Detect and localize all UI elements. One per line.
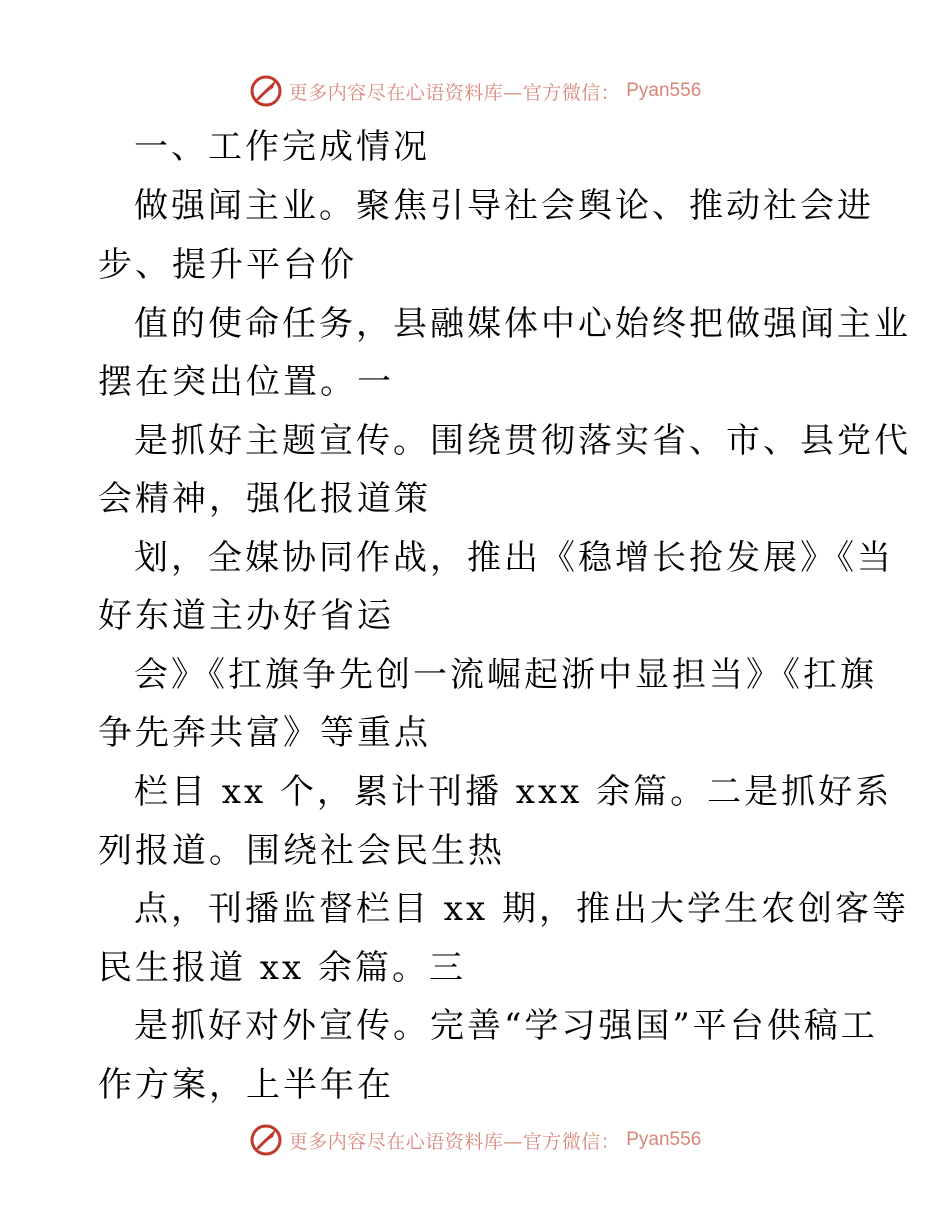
paragraph-line: 会精神，强化报道策 [98,479,431,519]
footer-watermark [0,1120,950,1160]
paragraph-line: 是抓好对外宣传。完善“学习强国”平台供稿工 [134,1006,878,1046]
paragraph-line: 做强闻主业。聚焦引导社会舆论、推动社会进 [134,186,874,226]
watermark-wechat-id: Pyan556 [626,1129,702,1150]
paragraph-line: 争先奔共富》等重点 [98,713,431,753]
paragraph-line: 是抓好主题宣传。围绕贯彻落实省、市、县党代 [134,421,911,461]
watermark-wechat-id: Pyan556 [626,80,702,101]
paragraph-line: 步、提升平台价 [98,245,357,285]
paragraph-line: 值的使命任务，县融媒体中心始终把做强闻主业 [134,304,911,344]
paragraph-line: 作方案，上半年在 [98,1065,394,1105]
paragraph-line: 民生报道 xx 余篇。三 [98,948,466,988]
paragraph-line: 栏目 xx 个，累计刊播 xxx 余篇。二是抓好系 [134,772,893,812]
paragraph-line: 列报道。围绕社会民生热 [98,831,505,871]
paragraph-line: 划，全媒协同作战，推出《稳增长抢发展》《当 [134,538,894,578]
quill-pen-logo-icon [249,74,283,108]
paragraph-line: 点，刊播监督栏目 xx 期，推出大学生农创客等 [134,889,909,929]
header-watermark [0,71,950,111]
paragraph-line: 摆在突出位置。一 [98,362,394,402]
quill-pen-logo-icon [249,1123,283,1157]
section-heading: 一、工作完成情况 [134,127,430,167]
paragraph-line: 会》《扛旗争先创一流崛起浙中显担当》《扛旗 [134,655,877,695]
paragraph-line: 好东道主办好省运 [98,596,394,636]
watermark-text: 更多内容尽在心语资料库—官方微信： [288,1130,621,1153]
watermark-text: 更多内容尽在心语资料库—官方微信： [288,81,621,104]
